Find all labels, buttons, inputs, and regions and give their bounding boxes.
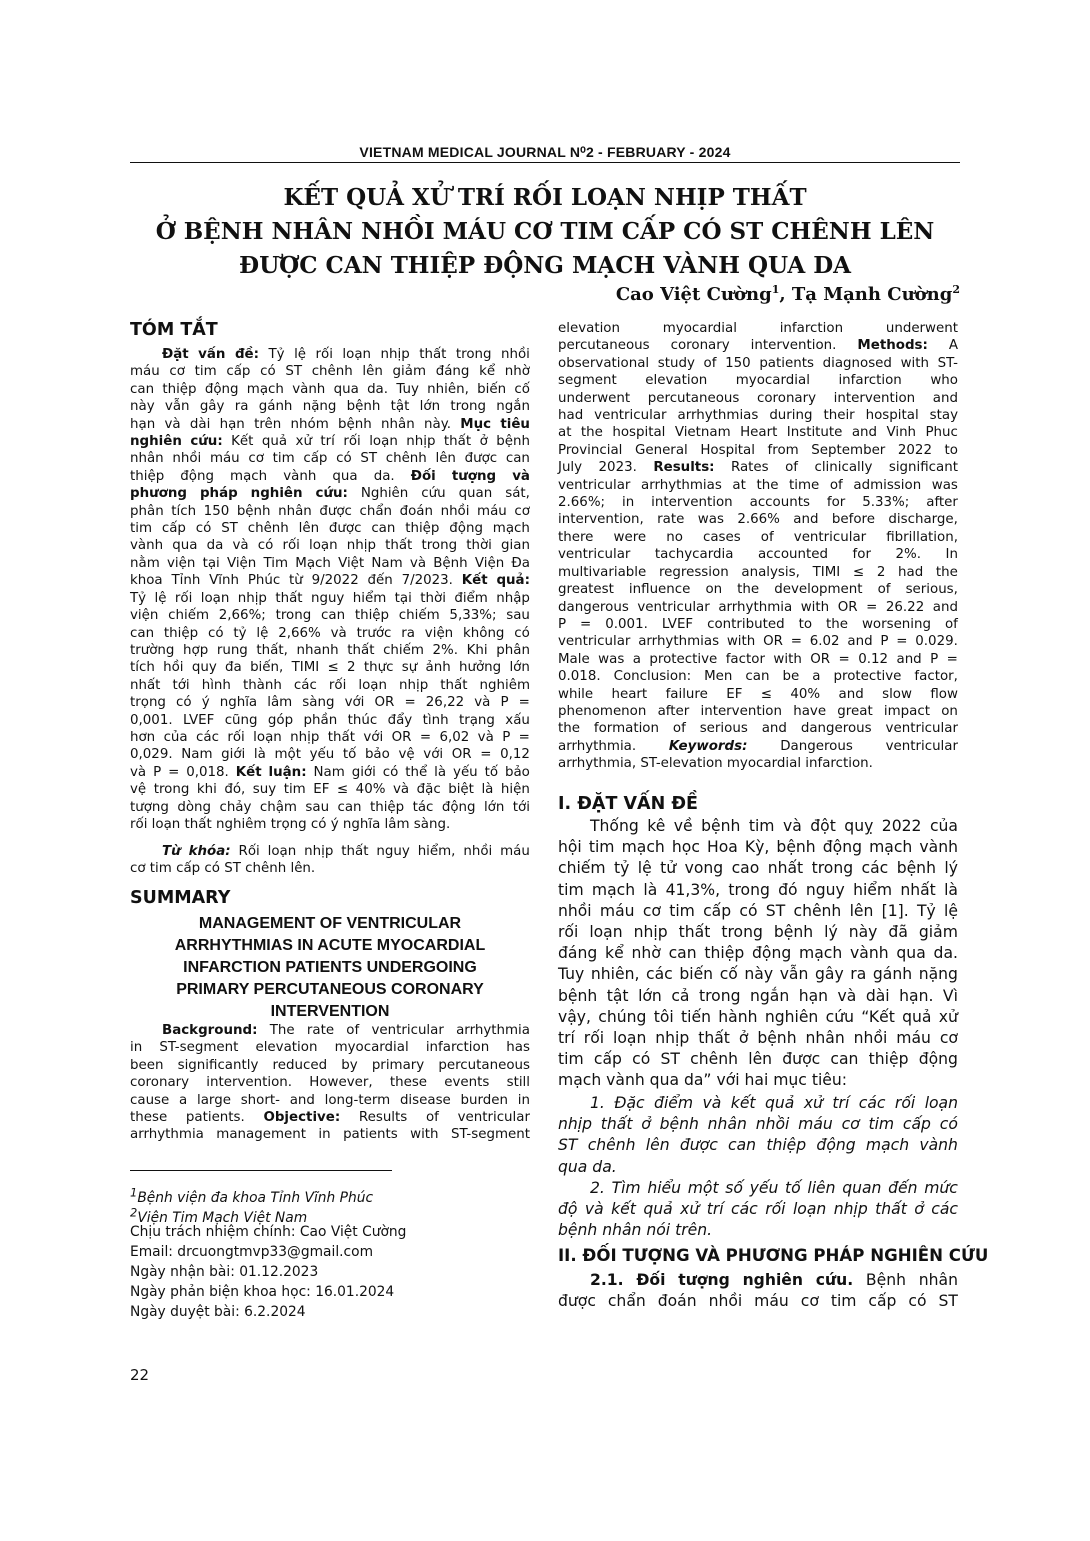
- text-line: underwent percutaneous coronary intervention and: [558, 390, 958, 406]
- title-line: ĐƯỢC CAN THIỆP ĐỘNG MẠCH VÀNH QUA DA: [239, 252, 851, 279]
- text-line: tim cấp có ST chênh lên được can thiệp động mạch: [130, 521, 530, 537]
- text-line: July 2023. Results: Rates of clinically significant: [558, 460, 958, 476]
- text-line: 2. Tìm hiểu một số yếu tố liên quan đến mức: [590, 1179, 958, 1197]
- text-line: ventricular arrhythmias at the time of admission was: [558, 477, 958, 493]
- text-line: can thiệp động mạch vành qua da. Tuy nhiên, biến cố: [130, 381, 530, 397]
- tomtat-keywords: [130, 843, 530, 878]
- text-line: Background: The rate of ventricular arrhythmia: [162, 1023, 530, 1038]
- text-line: 0,029. Nam giới là một yếu tố bảo vệ với OR = 0,12: [130, 747, 530, 763]
- text-line: in ST-segment elevation myocardial infarction has: [130, 1040, 530, 1056]
- footnote-corresponding: Chịu trách nhiệm chính: Cao Việt Cường: [130, 1224, 407, 1240]
- summary-title: [130, 913, 530, 1023]
- text-line: phương pháp nghiên cứu: Nghiên cứu quan sát,: [130, 486, 530, 502]
- text-line: 0.018. Conclusion: Men can be a protective factor,: [558, 669, 958, 685]
- footnote-accepted: Ngày duyệt bài: 6.2.2024: [130, 1304, 306, 1320]
- text-line: máu cơ tim cấp có ST chênh lên giảm đáng kể nhờ: [130, 364, 530, 380]
- text-line: at the hospital Vietnam Heart Institute and Vinh Phuc: [558, 425, 958, 441]
- footnote-text: Viện Tim Mạch Việt Nam: [137, 1209, 308, 1226]
- text-line: there were no cases of ventricular fibrillation,: [558, 529, 958, 545]
- objective-1: [558, 1093, 958, 1178]
- text-line: Male was a protective factor with OR = 0.12 and P =: [558, 651, 958, 667]
- affiliation-marker: 2: [952, 283, 960, 296]
- text-line: vệ trong khi đó, suy tim EF ≤ 40% và đặc biệt là hiện: [130, 782, 530, 798]
- text-line: tượng dòng chảy chậm sau can thiệp tác động lớn tới: [130, 799, 530, 815]
- text-line: 2.1. Đối tượng nghiên cứu. Bệnh nhân: [590, 1271, 958, 1289]
- tomtat-body: [130, 346, 530, 833]
- text-line: tim mạch là 41,3%, trong đó nguy hiểm nhất là: [558, 880, 958, 899]
- text-line: 2.66%; in intervention accounts for 5.33%; after: [558, 495, 958, 511]
- text-line: multivariable regression analysis, TIMI ≤ 2 had the: [558, 564, 958, 580]
- text-line: hội tim mạch học Hoa Kỳ, bệnh động mạch vành: [558, 838, 958, 857]
- journal-header: VIETNAM MEDICAL JOURNAL N⁰2 - FEBRUARY - 2024: [359, 144, 731, 160]
- text-line: coronary intervention. However, these events still: [130, 1075, 530, 1091]
- author-separator: ,: [779, 284, 792, 305]
- text-line: tích hồi quy đa biến, TIMI ≤ 2 thực sự ảnh hưởng lớn: [130, 660, 530, 676]
- summary-title-line: PRIMARY PERCUTANEOUS CORONARY: [176, 981, 484, 998]
- text-line: ventricular tachycardia accounted for 2%. In: [558, 547, 958, 563]
- text-line: cause a large short- and long-term disease burden in: [130, 1092, 530, 1108]
- title-line: Ở BỆNH NHÂN NHỒI MÁU CƠ TIM CẤP CÓ ST CHÊNH LÊN: [155, 218, 935, 245]
- text-line: nằm viện tại Viện Tim Mạch Việt Nam và Bệnh Viện Đa: [130, 555, 530, 571]
- text-line: trường hợp rung thất, nhanh thất chiếm 2%. Khi phân: [130, 642, 530, 658]
- summary-title-line: MANAGEMENT OF VENTRICULAR: [198, 915, 462, 932]
- text-line: observational study of 150 patients diagnosed with ST-: [558, 355, 958, 371]
- text-line: nghiên cứu: Kết quả xử trí rối loạn nhịp thất ở bệnh: [130, 434, 530, 450]
- text-line: arrhythmia. Keywords: Dangerous ventricular: [558, 738, 958, 754]
- text-line: 1. Đặc điểm và kết quả xử trí các rối loạn: [590, 1094, 958, 1112]
- text-line: vậy, chúng tôi tiến hành nghiên cứu “Kết quả xử: [558, 1007, 958, 1026]
- text-line: these patients. Objective: Results of ventricular: [130, 1110, 530, 1126]
- text-line: trí rối loạn nhịp thất ở bệnh nhân nhồi máu cơ: [558, 1029, 958, 1048]
- text-line: phân tích 150 bệnh nhân được chẩn đoán nhồi máu cơ: [130, 503, 530, 519]
- text-line: bệnh tật lớn cả trong ngắn hạn và dài hạn. Vì: [558, 986, 958, 1005]
- section2-heading: II. ĐỐI TƯỢNG VÀ PHƯƠNG PHÁP NGHIÊN CỨU: [558, 1246, 989, 1265]
- text-line: trọng có ý nghĩa lâm sàng với OR = 26,22 và P =: [130, 695, 530, 711]
- text-line: tim cấp có ST chênh lên được can thiệp động: [558, 1050, 958, 1069]
- text-line: while heart failure EF ≤ 40% and slow flow: [558, 686, 958, 702]
- tomtat-heading: TÓM TẮT: [130, 320, 218, 340]
- text-line: đáng kể nhờ can thiệp động mạch vành qua da.: [558, 944, 958, 963]
- text-line: arrhythmia management in patients with ST-segment: [130, 1127, 530, 1143]
- text-line: nhịp thất ở bệnh nhân nhồi máu cơ tim cấp có: [558, 1115, 958, 1134]
- header-rule: [130, 162, 960, 163]
- text-line: had ventricular arrhythmias during their hospital stay: [558, 408, 958, 424]
- text-line: bệnh nhân nói trên.: [558, 1221, 713, 1240]
- text-line: ventricular arrhythmias with OR = 6.02 and P = 0.029.: [558, 634, 958, 650]
- text-line: nhân nhồi máu cơ tim cấp có ST chênh lên được can: [130, 451, 530, 467]
- footnote-received: Ngày nhận bài: 01.12.2023: [130, 1264, 319, 1280]
- title-line: KẾT QUẢ XỬ TRÍ RỐI LOẠN NHỊP THẤT: [283, 184, 807, 211]
- text-line: khoa Tỉnh Vĩnh Phúc từ 9/2022 đến 7/2023. Kết quả:: [130, 573, 530, 589]
- text-line: segment elevation myocardial infarction who: [558, 373, 958, 389]
- author-name: Cao Việt Cường: [615, 284, 772, 305]
- text-line: arrhythmia, ST-elevation myocardial infarction.: [558, 756, 873, 772]
- summary-body-right: [558, 320, 958, 773]
- text-line: hạn và dài hạn trên nhóm bệnh nhân này. Mục tiêu: [130, 416, 530, 432]
- summary-title-line: ARRHYTHMIAS IN ACUTE MYOCARDIAL: [174, 937, 486, 954]
- text-line: mạch vành qua da” với hai mục tiêu:: [558, 1071, 848, 1090]
- text-line: hơn của các rối loạn nhịp thất với OR = 6,02 và P =: [130, 729, 530, 745]
- text-line: thiệp động mạch vành qua da. Đối tượng và: [130, 468, 530, 484]
- text-line: viện chiếm 2,66%; trong can thiệp chiếm 5,33%; sau: [130, 608, 530, 624]
- section1-body: [558, 816, 958, 1092]
- text-line: Từ khóa: Rối loạn nhịp thất nguy hiểm, nhồi máu: [162, 844, 530, 859]
- footnote-reviewed: Ngày phản biện khoa học: 16.01.2024: [130, 1284, 395, 1300]
- text-line: dangerous ventricular arrhythmia with OR = 26.22 and: [558, 599, 958, 615]
- text-line: can thiệp có tỷ lệ 2,66% và trước ra viện không có: [130, 625, 530, 641]
- text-line: phenomenon after intervention have great impact on: [558, 703, 958, 719]
- affiliation-marker: 1: [771, 283, 780, 296]
- text-line: Tỷ lệ rối loạn nhịp thất nguy hiểm tại thời điểm nhập: [130, 590, 530, 606]
- text-line: chiếm tỷ lệ tử vong cao nhất trong các bệnh lý: [558, 859, 958, 878]
- section2-body: [558, 1270, 958, 1312]
- text-line: been significantly reduced by primary percutaneous: [130, 1057, 530, 1073]
- text-line: greatest influence on the development of serious,: [558, 582, 958, 598]
- text-line: nhất tới hình thành các rối loạn nhịp thất nghiêm: [130, 677, 530, 693]
- text-line: qua da.: [558, 1157, 617, 1176]
- article-title: [130, 181, 960, 283]
- text-line: và P = 0,018. Kết luận: Nam giới có thể là yếu tố bảo: [130, 764, 530, 780]
- text-line: Thống kê về bệnh tim và đột quỵ 2022 của: [590, 817, 958, 835]
- footnote-text: Bệnh viện đa khoa Tỉnh Vĩnh Phúc: [137, 1189, 374, 1206]
- text-line: Provincial General Hospital from September 2022 to: [558, 442, 958, 458]
- text-line: Đặt vấn đề: Tỷ lệ rối loạn nhịp thất trong nhồi: [162, 347, 530, 362]
- text-line: Tuy nhiên, các biến cố này vẫn gây ra gánh nặng: [558, 965, 958, 984]
- text-line: độ và kết quả xử trí các rối loạn nhịp thất ở các: [558, 1200, 958, 1219]
- text-line: the formation of serious and dangerous ventricular: [558, 721, 958, 737]
- summary-title-line: INTERVENTION: [270, 1003, 390, 1020]
- text-line: được chẩn đoán nhồi máu cơ tim cấp có ST: [558, 1292, 958, 1311]
- footnote-rule: [130, 1170, 392, 1171]
- text-line: 0,001. LVEF cũng góp phần thúc đẩy tình trạng xấu: [130, 712, 530, 728]
- footnote-email: Email: drcuongtmvp33@gmail.com: [130, 1244, 374, 1260]
- text-line: nhồi máu cơ tim cấp có ST chênh lên [1]. Tỷ lệ: [558, 901, 958, 920]
- text-line: P = 0.001. LVEF contributed to the worsening of: [558, 616, 958, 632]
- summary-heading: SUMMARY: [130, 888, 231, 908]
- footnote-marker: 2: [130, 1205, 138, 1219]
- section1-heading: I. ĐẶT VẤN ĐỀ: [558, 794, 698, 814]
- text-line: vành qua da và có rối loạn nhịp thất trong thời gian: [130, 538, 530, 554]
- text-line: cơ tim cấp có ST chênh lên.: [130, 861, 316, 877]
- authors: [616, 283, 960, 305]
- author-name: Tạ Mạnh Cường: [791, 284, 953, 305]
- objective-2: [558, 1178, 958, 1242]
- text-line: này vẫn gây ra gánh nặng bệnh tật lớn trong ngắn: [130, 399, 530, 415]
- text-line: intervention, rate was 2.66% and before discharge,: [558, 512, 958, 528]
- page-number: 22: [130, 1366, 150, 1384]
- text-line: rối loạn thất nghiêm trọng có ý nghĩa lâm sàng.: [130, 816, 451, 832]
- footnote-marker: 1: [130, 1185, 138, 1199]
- summary-body-left: [130, 1022, 530, 1144]
- summary-title-line: INFARCTION PATIENTS UNDERGOING: [183, 959, 477, 976]
- text-line: percutaneous coronary intervention. Methods: A: [558, 338, 958, 354]
- text-line: elevation myocardial infarction underwent: [558, 321, 958, 336]
- text-line: rối loạn nhịp thất trong bệnh lý này đã giảm: [558, 923, 958, 942]
- text-line: ST chênh lên được can thiệp động mạch vành: [558, 1136, 958, 1155]
